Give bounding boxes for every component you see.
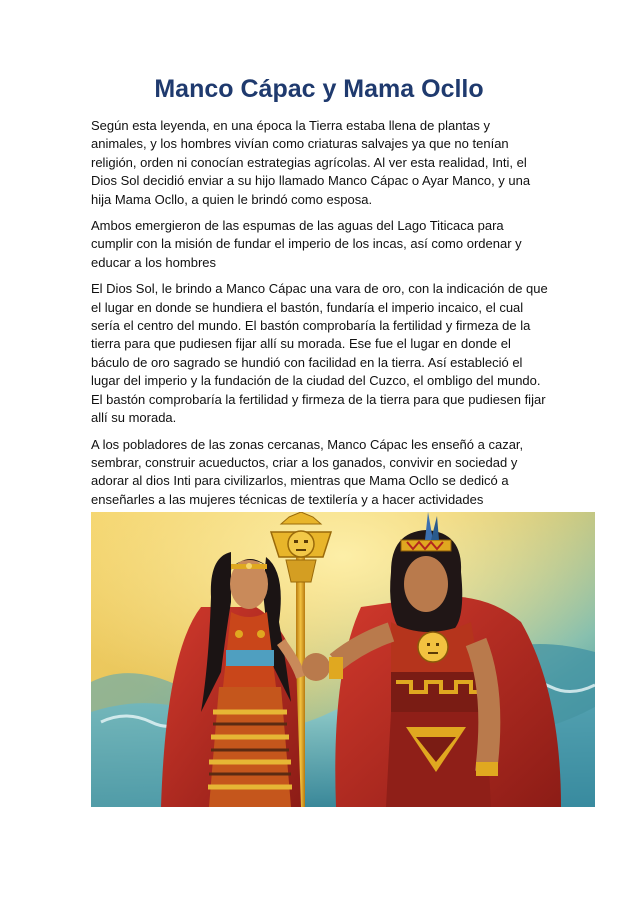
paragraph-2: Ambos emergieron de las espumas de las aguas del Lago Titicaca para cumplir con la misión de fundar el imperio de los incas, así como ordenar y educar a los hombres <box>91 218 522 270</box>
manco-capac-mama-ocllo-illustration <box>91 512 595 807</box>
page-title: Manco Cápac y Mama Ocllo <box>154 75 484 103</box>
body-text <box>91 117 549 536</box>
paragraph-4: A los pobladores de las zonas cercanas, Manco Cápac les enseñó a cazar, sembrar, construir acueductos, criar a los ganados, convivir en sociedad y adorar al dios Inti para civilizarlos, mientras que Mama Ocllo se dedicó a enseñarles a las mujeres técnicas de textilería y a hacer actividades <box>91 436 524 507</box>
paragraph-3: El Dios Sol, le brindo a Manco Cápac una vara de oro, con la indicación de que el lugar en donde se hundiera el bastón, fundaría el imperio incaico, el cual sería el centro del mundo. El bastón comprobaría la fertilidad y firmeza de la tierra para que pudiesen fijar allí su morada. Ese fue el lugar en donde el báculo de oro sagrado se hundió con facilidad en la tierra. Así estableció el lugar del imperio y la fundación de la ciudad del Cuzco, el ombligo del mundo. El bastón comprobaría la fertilidad y firmeza de la tierra para que pudiesen fijar allí su morada. <box>91 281 548 426</box>
paragraph-1: Según esta leyenda, en una época la Tierra estaba llena de plantas y animales, y los hombres vivían como criaturas salvajes ya que no tenían religión, orden ni conocían estrategias agrícolas. Al ver esta realidad, Inti, el Dios Sol decidió enviar a su hijo llamado Manco Cápac o Ayar Manco, y una hija Mama Ocllo, a quien le brindó como esposa. <box>91 118 531 207</box>
illustration-svg <box>91 512 595 807</box>
